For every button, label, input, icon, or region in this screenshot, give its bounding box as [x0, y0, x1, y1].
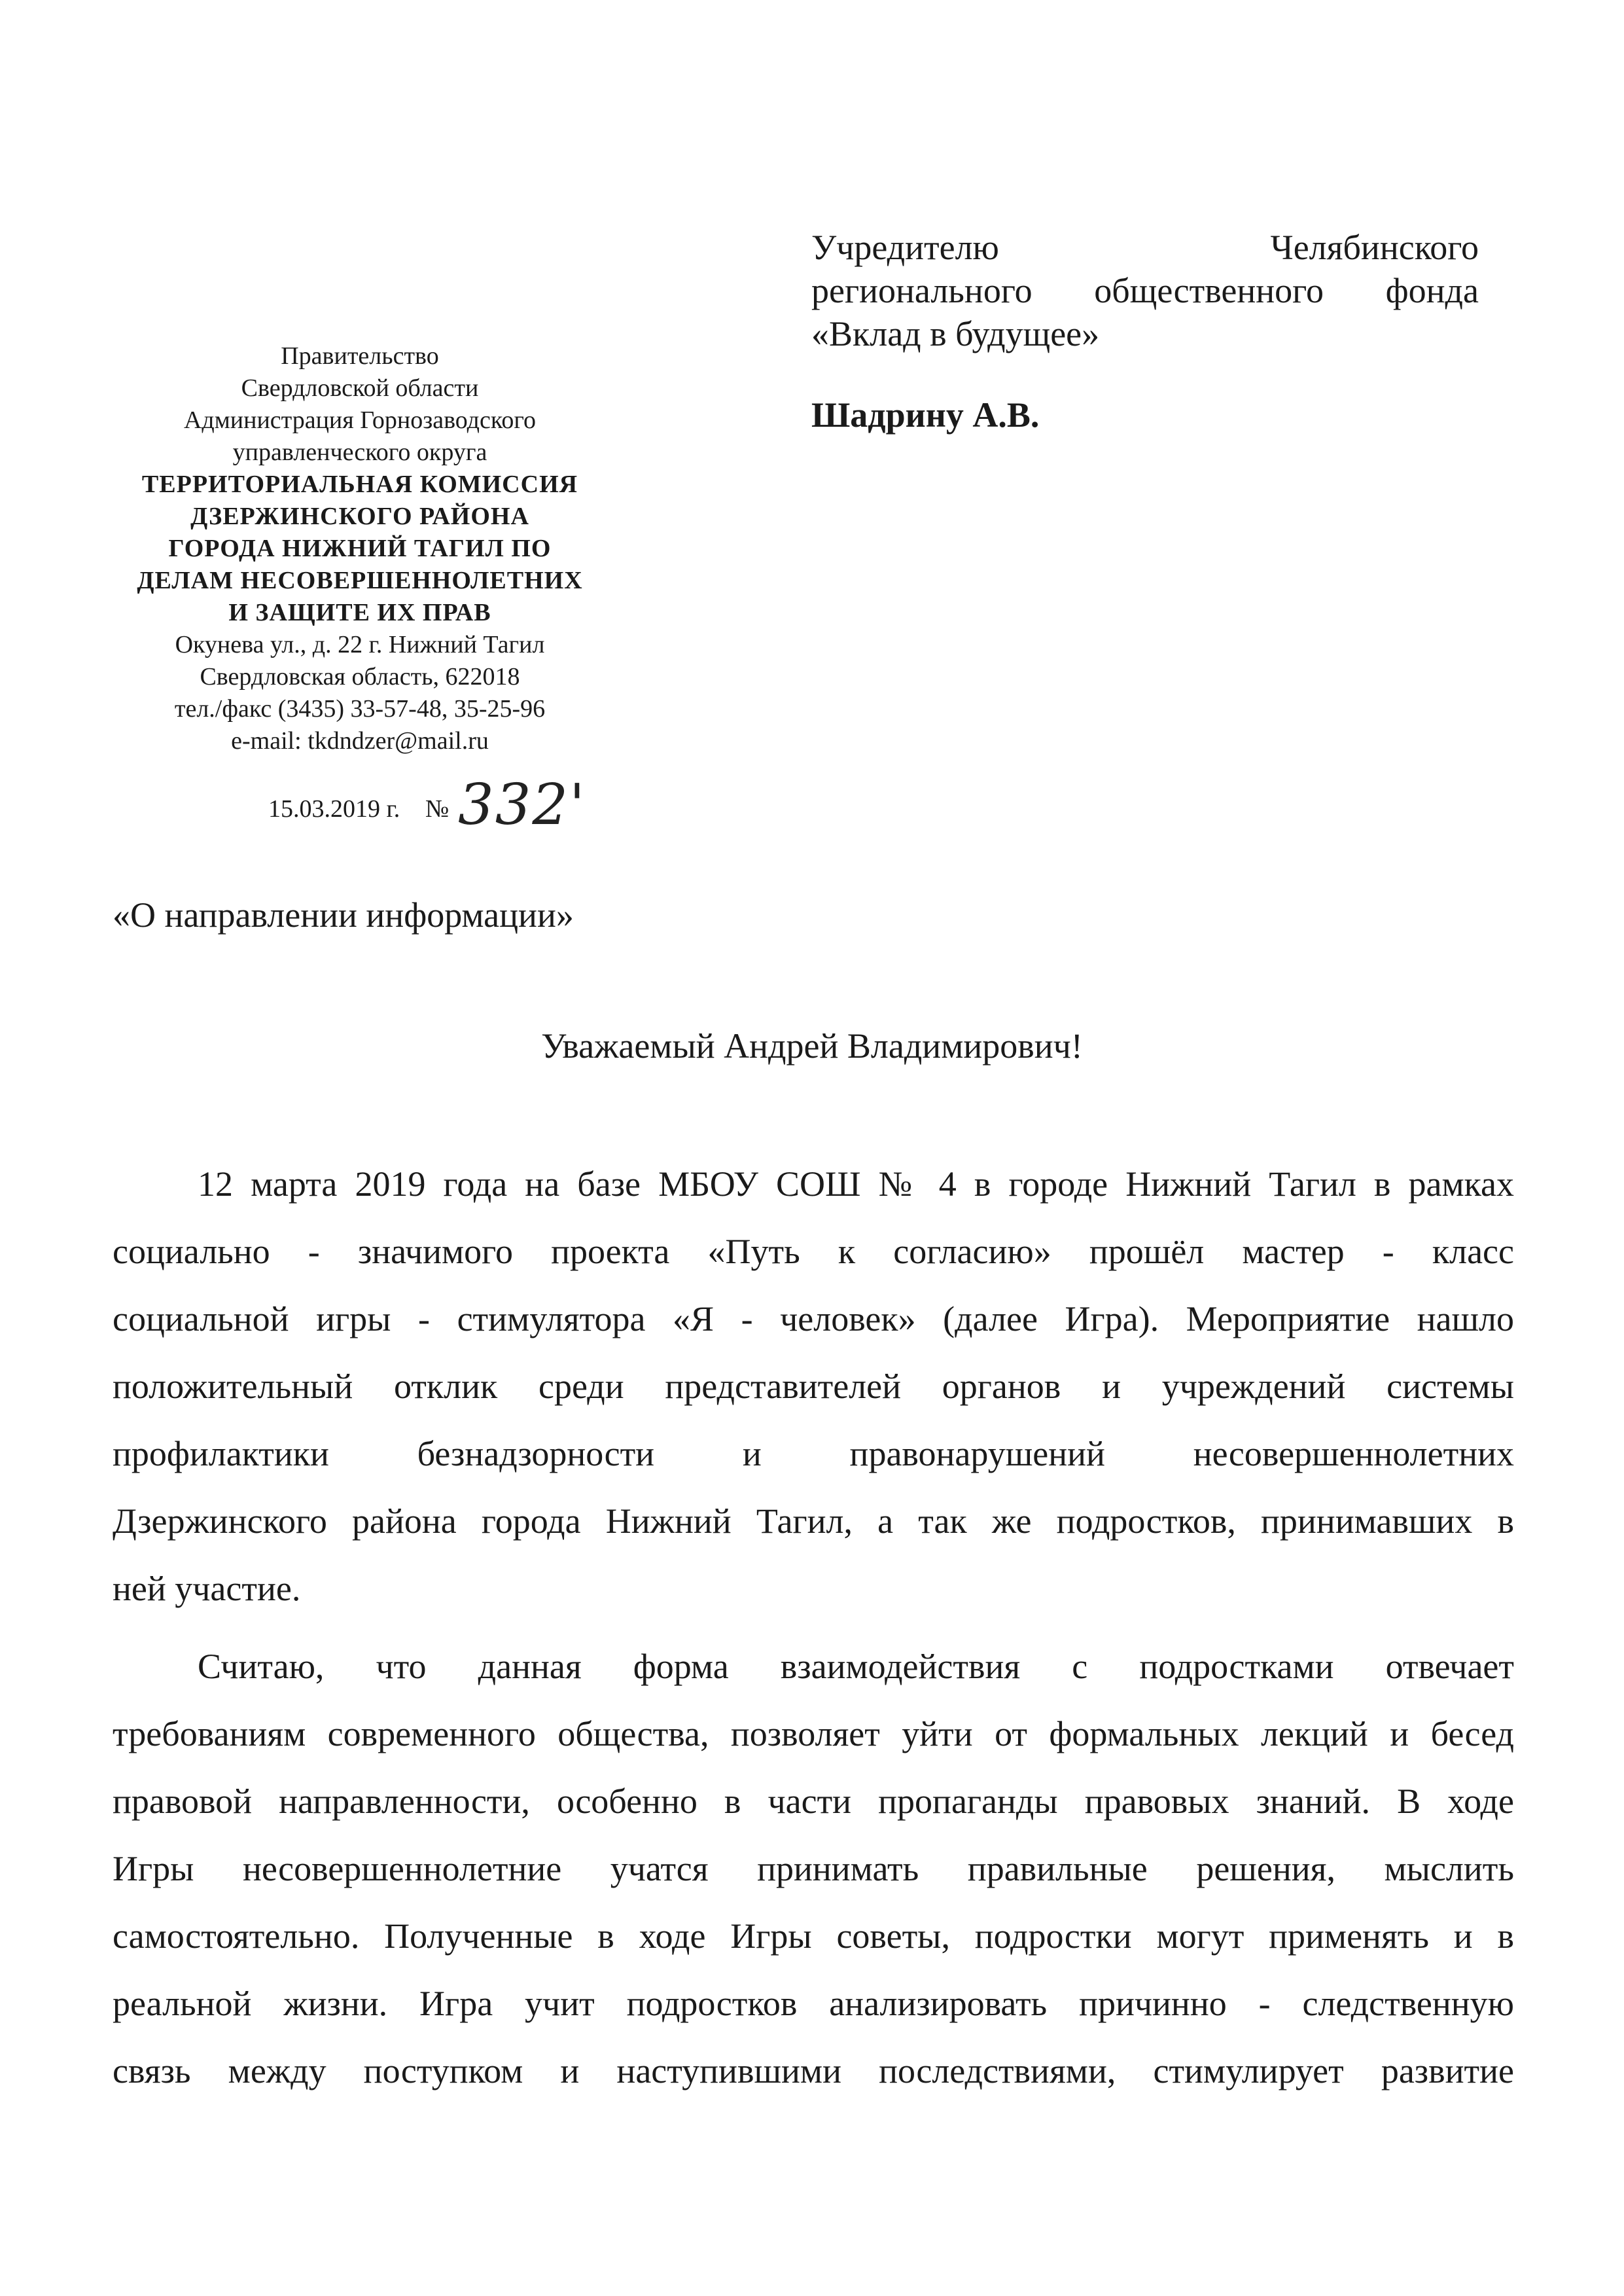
- body-line: профилактики безнадзорности и правонарушений несовершеннолетних: [113, 1434, 1514, 1473]
- commission-name-line: ДЗЕРЖИНСКОГО РАЙОНА: [190, 503, 529, 530]
- commission-name-line: ГОРОДА НИЖНИЙ ТАГИЛ ПО: [168, 535, 552, 562]
- body-line: положительный отклик среди представителей органов и учреждений системы: [113, 1367, 1514, 1406]
- body-line: социально - значимого проекта «Путь к согласию» прошёл мастер - класс: [113, 1232, 1514, 1271]
- email-line: e-mail: tkdndzer@mail.ru: [231, 727, 489, 755]
- addressee-line: регионального общественного фонда: [811, 271, 1479, 310]
- number-sign: №: [425, 795, 450, 823]
- body-line: ней участие.: [113, 1569, 301, 1608]
- body-line: самостоятельно. Полученные в ходе Игры советы, подростки могут применять и в: [113, 1916, 1514, 1956]
- commission-name-line: ДЕЛАМ НЕСОВЕРШЕННОЛЕТНИХ: [137, 567, 583, 594]
- letterhead-line: Администрация Горнозаводского: [183, 406, 537, 434]
- body-line: 12 марта 2019 года на базе МБОУ СОШ № 4 в городе Нижний Тагил в рамках: [198, 1164, 1514, 1204]
- body-line: правовой направленности, особенно в части пропаганды правовых знаний. В ходе: [113, 1782, 1514, 1821]
- addressee-line: Учредителю Челябинского: [811, 228, 1479, 267]
- addressee-name: Шадрину А.В.: [811, 395, 1040, 435]
- body-line: требованиям современного общества, позволяет уйти от формальных лекций и бесед: [113, 1714, 1514, 1753]
- body-line: Игры несовершеннолетние учатся принимать правильные решения, мыслить: [113, 1849, 1514, 1888]
- document-date-number: [268, 772, 609, 838]
- address-line: Свердловская область, 622018: [200, 663, 520, 691]
- body-line: Считаю, что данная форма взаимодействия с подростками отвечает: [198, 1647, 1514, 1686]
- paragraph-gap: [113, 1623, 1514, 1633]
- body-line: реальной жизни. Игра учит подростков анализировать причинно - следственную: [113, 1984, 1514, 2023]
- salutation: Уважаемый Андрей Владимирович!: [541, 1026, 1083, 1066]
- addressee-line: «Вклад в будущее»: [811, 314, 1100, 353]
- letterhead-line: Свердловской области: [241, 374, 479, 402]
- body-line: связь между поступком и наступившими последствиями, стимулирует развитие: [113, 2051, 1514, 2090]
- address-line: Окунева ул., д. 22 г. Нижний Тагил: [175, 631, 545, 658]
- body-line: социальной игры - стимулятора «Я - человек» (далее Игра). Мероприятие нашло: [113, 1299, 1514, 1338]
- addressee-block: [811, 226, 1479, 437]
- letterhead-line: Правительство: [281, 342, 439, 370]
- commission-name-line: И ЗАЩИТЕ ИХ ПРАВ: [228, 599, 491, 626]
- body-line: Дзержинского района города Нижний Тагил, а так же подростков, принимавших в: [113, 1501, 1514, 1541]
- document-date: 15.03.2019 г.: [268, 795, 400, 823]
- letterhead: [98, 340, 622, 757]
- letterhead-line: управленческого округа: [232, 439, 487, 466]
- letter-body: [113, 1151, 1514, 2105]
- phone-line: тел./факс (3435) 33-57-48, 35-25-96: [174, 695, 546, 723]
- subject-line: «О направлении информации»: [113, 895, 574, 935]
- commission-name-line: ТЕРРИТОРИАЛЬНАЯ КОМИССИЯ: [141, 471, 578, 498]
- document-number: 332': [458, 772, 586, 838]
